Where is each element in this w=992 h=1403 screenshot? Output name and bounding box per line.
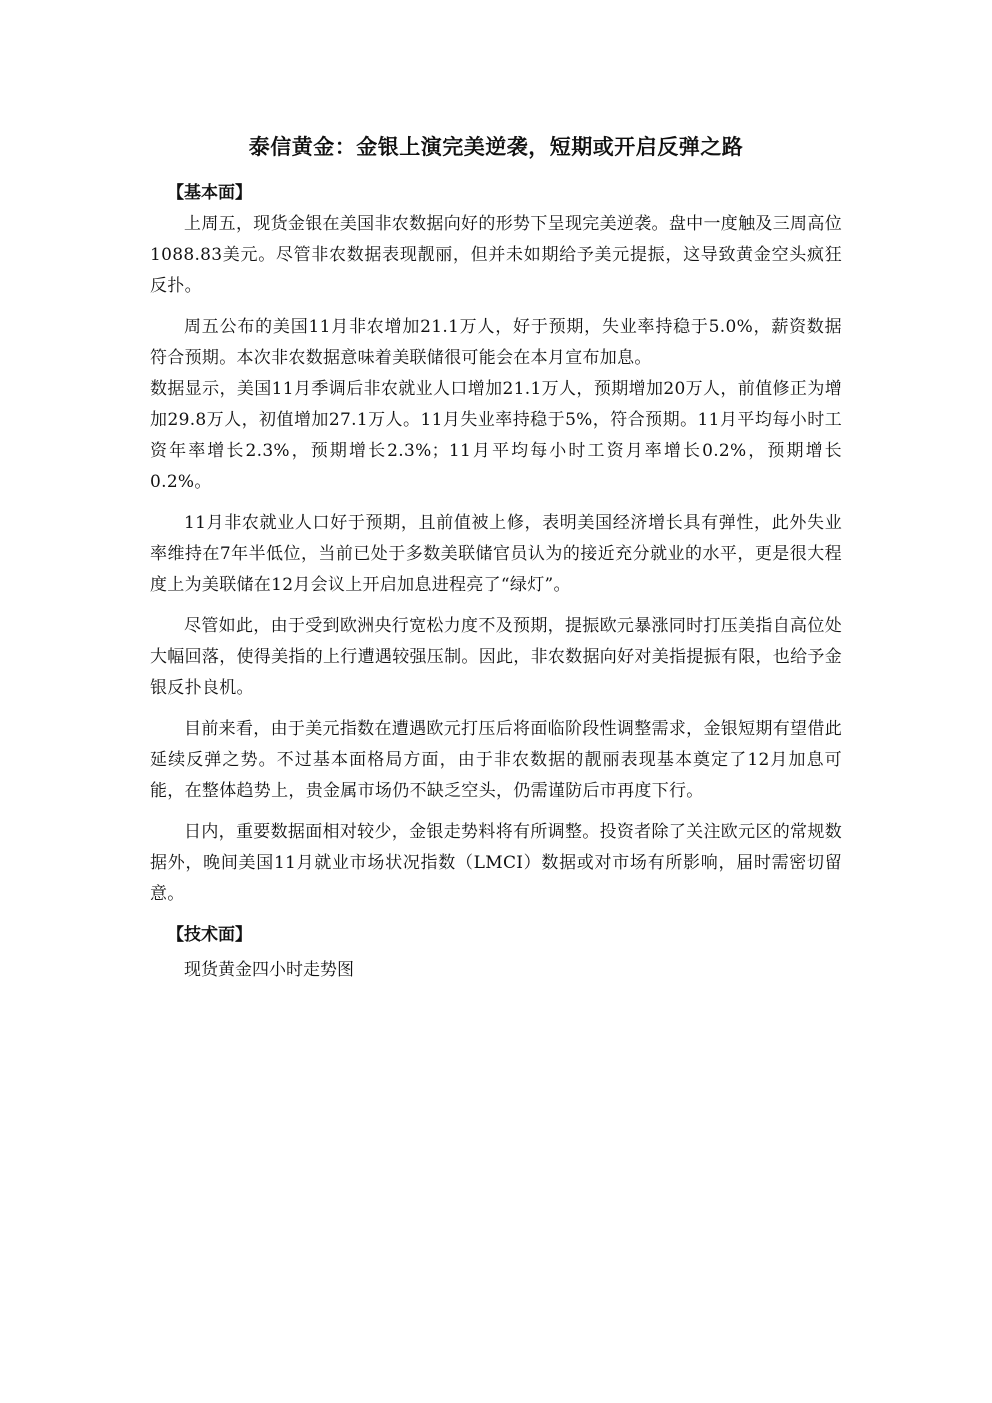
document-title: 泰信黄金：金银上演完美逆袭，短期或开启反弹之路 (248, 135, 744, 159)
paragraph-1: 上周五，现货金银在美国非农数据向好的形势下呈现完美逆袭。盘中一度触及三周高位1088.83美元。尽管非农数据表现靓丽，但并未如期给予美元提振，这导致黄金空头疯狂反扑。 (150, 214, 842, 296)
paragraph-4: 11月非农就业人口好于预期，且前值被上修，表明美国经济增长具有弹性，此外失业率维持在7年半低位，当前已处于多数美联储官员认为的接近充分就业的水平，更是很大程度上为美联储在12月会议上开启加息进程亮了“绿灯”。 (150, 513, 842, 595)
document-body (150, 130, 842, 986)
paragraph-2: 周五公布的美国11月非农增加21.1万人，好于预期，失业率持稳于5.0%，薪资数据符合预期。本次非农数据意味着美联储很可能会在本月宣布加息。 (150, 317, 842, 368)
paragraph-5: 尽管如此，由于受到欧洲央行宽松力度不及预期，提振欧元暴涨同时打压美指自高位处大幅回落，使得美指的上行遭遇较强压制。因此，非农数据向好对美指提振有限，也给予金银反扑良机。 (150, 616, 842, 698)
chart-caption: 现货黄金四小时走势图 (184, 960, 354, 980)
section-heading-technical: 【技术面】 (167, 925, 252, 945)
paragraph-6: 目前来看，由于美元指数在遭遇欧元打压后将面临阶段性调整需求，金银短期有望借此延续反弹之势。不过基本面格局方面，由于非农数据的靓丽表现基本奠定了12月加息可能，在整体趋势上，贵金属市场仍不缺乏空头，仍需谨防后市再度下行。 (150, 719, 842, 801)
paragraph-7: 日内，重要数据面相对较少，金银走势料将有所调整。投资者除了关注欧元区的常规数据外，晚间美国11月就业市场状况指数（LMCI）数据或对市场有所影响，届时需密切留意。 (150, 822, 842, 904)
paragraph-3: 数据显示，美国11月季调后非农就业人口增加21.1万人，预期增加20万人，前值修正为增加29.8万人，初值增加27.1万人。11月失业率持稳于5%，符合预期。11月平均每小时工资年率增长2.3%，预期增长2.3%；11月平均每小时工资月率增长0.2%，预期增长0.2%。 (150, 379, 842, 492)
section-heading-fundamental: 【基本面】 (167, 183, 252, 203)
